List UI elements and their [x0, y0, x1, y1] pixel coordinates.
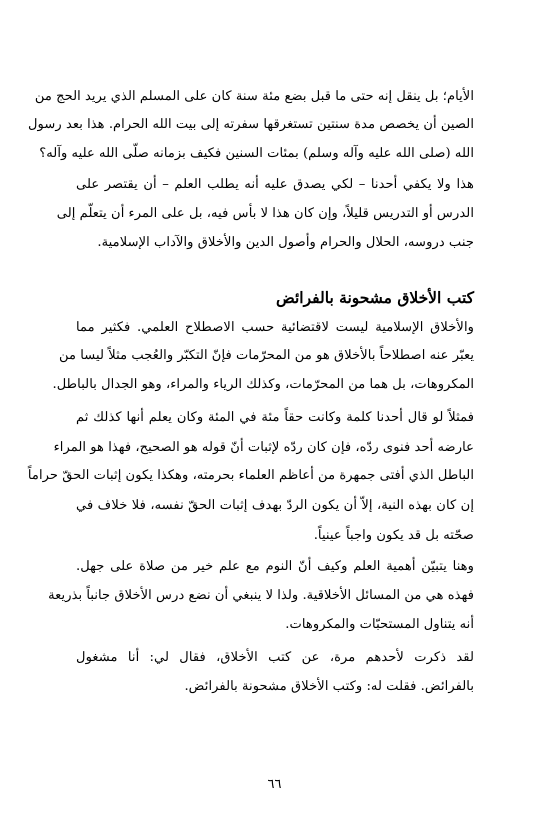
- text-line: فمثلاً لو قال أحدنا كلمة وكانت حقاً مئة في المئة وكان يعلم أنها كذلك ثم: [76, 410, 474, 425]
- section-heading: كتب الأخلاق مشحونة بالفرائض: [276, 288, 474, 307]
- text-line: عارضه أحد فنوى ردّه، فإن كان ردّه لإثبات أنّ قوله هو الصحيح، فهذا هو المراء: [53, 440, 474, 455]
- text-line: أنه يتناول المستحبّات والمكروهات.: [285, 617, 474, 632]
- text-line: المكروهات، بل هما من المحرّمات، وكذلك الرياء والمراء، وهو الجدال بالباطل.: [52, 377, 474, 392]
- text-line: إن كان بهذه النية، إلاّ أن يكون الردّ بهدف إثبات الحقّ نفسه، فلا خلاف في: [76, 498, 474, 513]
- text-line: الدرس أو التدريس قليلاً، وإن كان هذا لا بأس فيه، بل على المرء أن يتعلّم إلى: [56, 206, 474, 221]
- text-line: صحّته بل قد يكون واجباً عينياً.: [313, 528, 474, 543]
- text-line: والأخلاق الإسلامية ليست لاقتضائية حسب الاصطلاح العلمي. فكثير مما: [76, 320, 474, 335]
- text-line: لقد ذكرت لأحدهم مرة، عن كتب الأخلاق، فقال لي: أنا مشغول: [76, 650, 474, 665]
- text-line: بالفرائض. فقلت له: وكتب الأخلاق مشحونة بالفرائض.: [184, 679, 474, 694]
- text-line: الباطل الذي أفتى جمهرة من أعاظم العلماء بحرمته، وهكذا يكون إثبات الحقّ حراماً: [27, 468, 474, 483]
- text-line: يعبّر عنه اصطلاحاً بالأخلاق هو من المحرّمات فإنّ التكبّر والعُجب مثلاً ليسا من: [58, 348, 474, 363]
- text-line: الصين أن يخصص مدة سنتين تستغرقها سفرته إلى بيت الله الحرام. هذا بعد رسول: [27, 117, 474, 132]
- page-number: ٦٦: [267, 777, 282, 792]
- text-line: جنب دروسه، الحلال والحرام وأصول الدين والأخلاق والآداب الإسلامية.: [97, 235, 474, 250]
- text-line: وهنا يتبيّن أهمية العلم وكيف أنّ النوم مع علم خير من صلاة على جهل.: [76, 559, 474, 574]
- text-line: الله (صلى الله عليه وآله وسلم) بمئات السنين فكيف بزمانه صلّى الله عليه وآله؟: [39, 146, 474, 161]
- text-line: هذا ولا يكفي أحدنا – لكي يصدق عليه أنه يطلب العلم – أن يقتصر على: [76, 177, 474, 192]
- text-line: فهذه هي من المسائل الأخلاقية. ولذا لا ينبغي أن نضع درس الأخلاق جانباً بذريعة: [48, 588, 474, 603]
- text-line: الأيام؛ بل ينقل إنه حتى ما قبل بضع مئة سنة كان على المسلم الذي يريد الحج من: [34, 89, 474, 104]
